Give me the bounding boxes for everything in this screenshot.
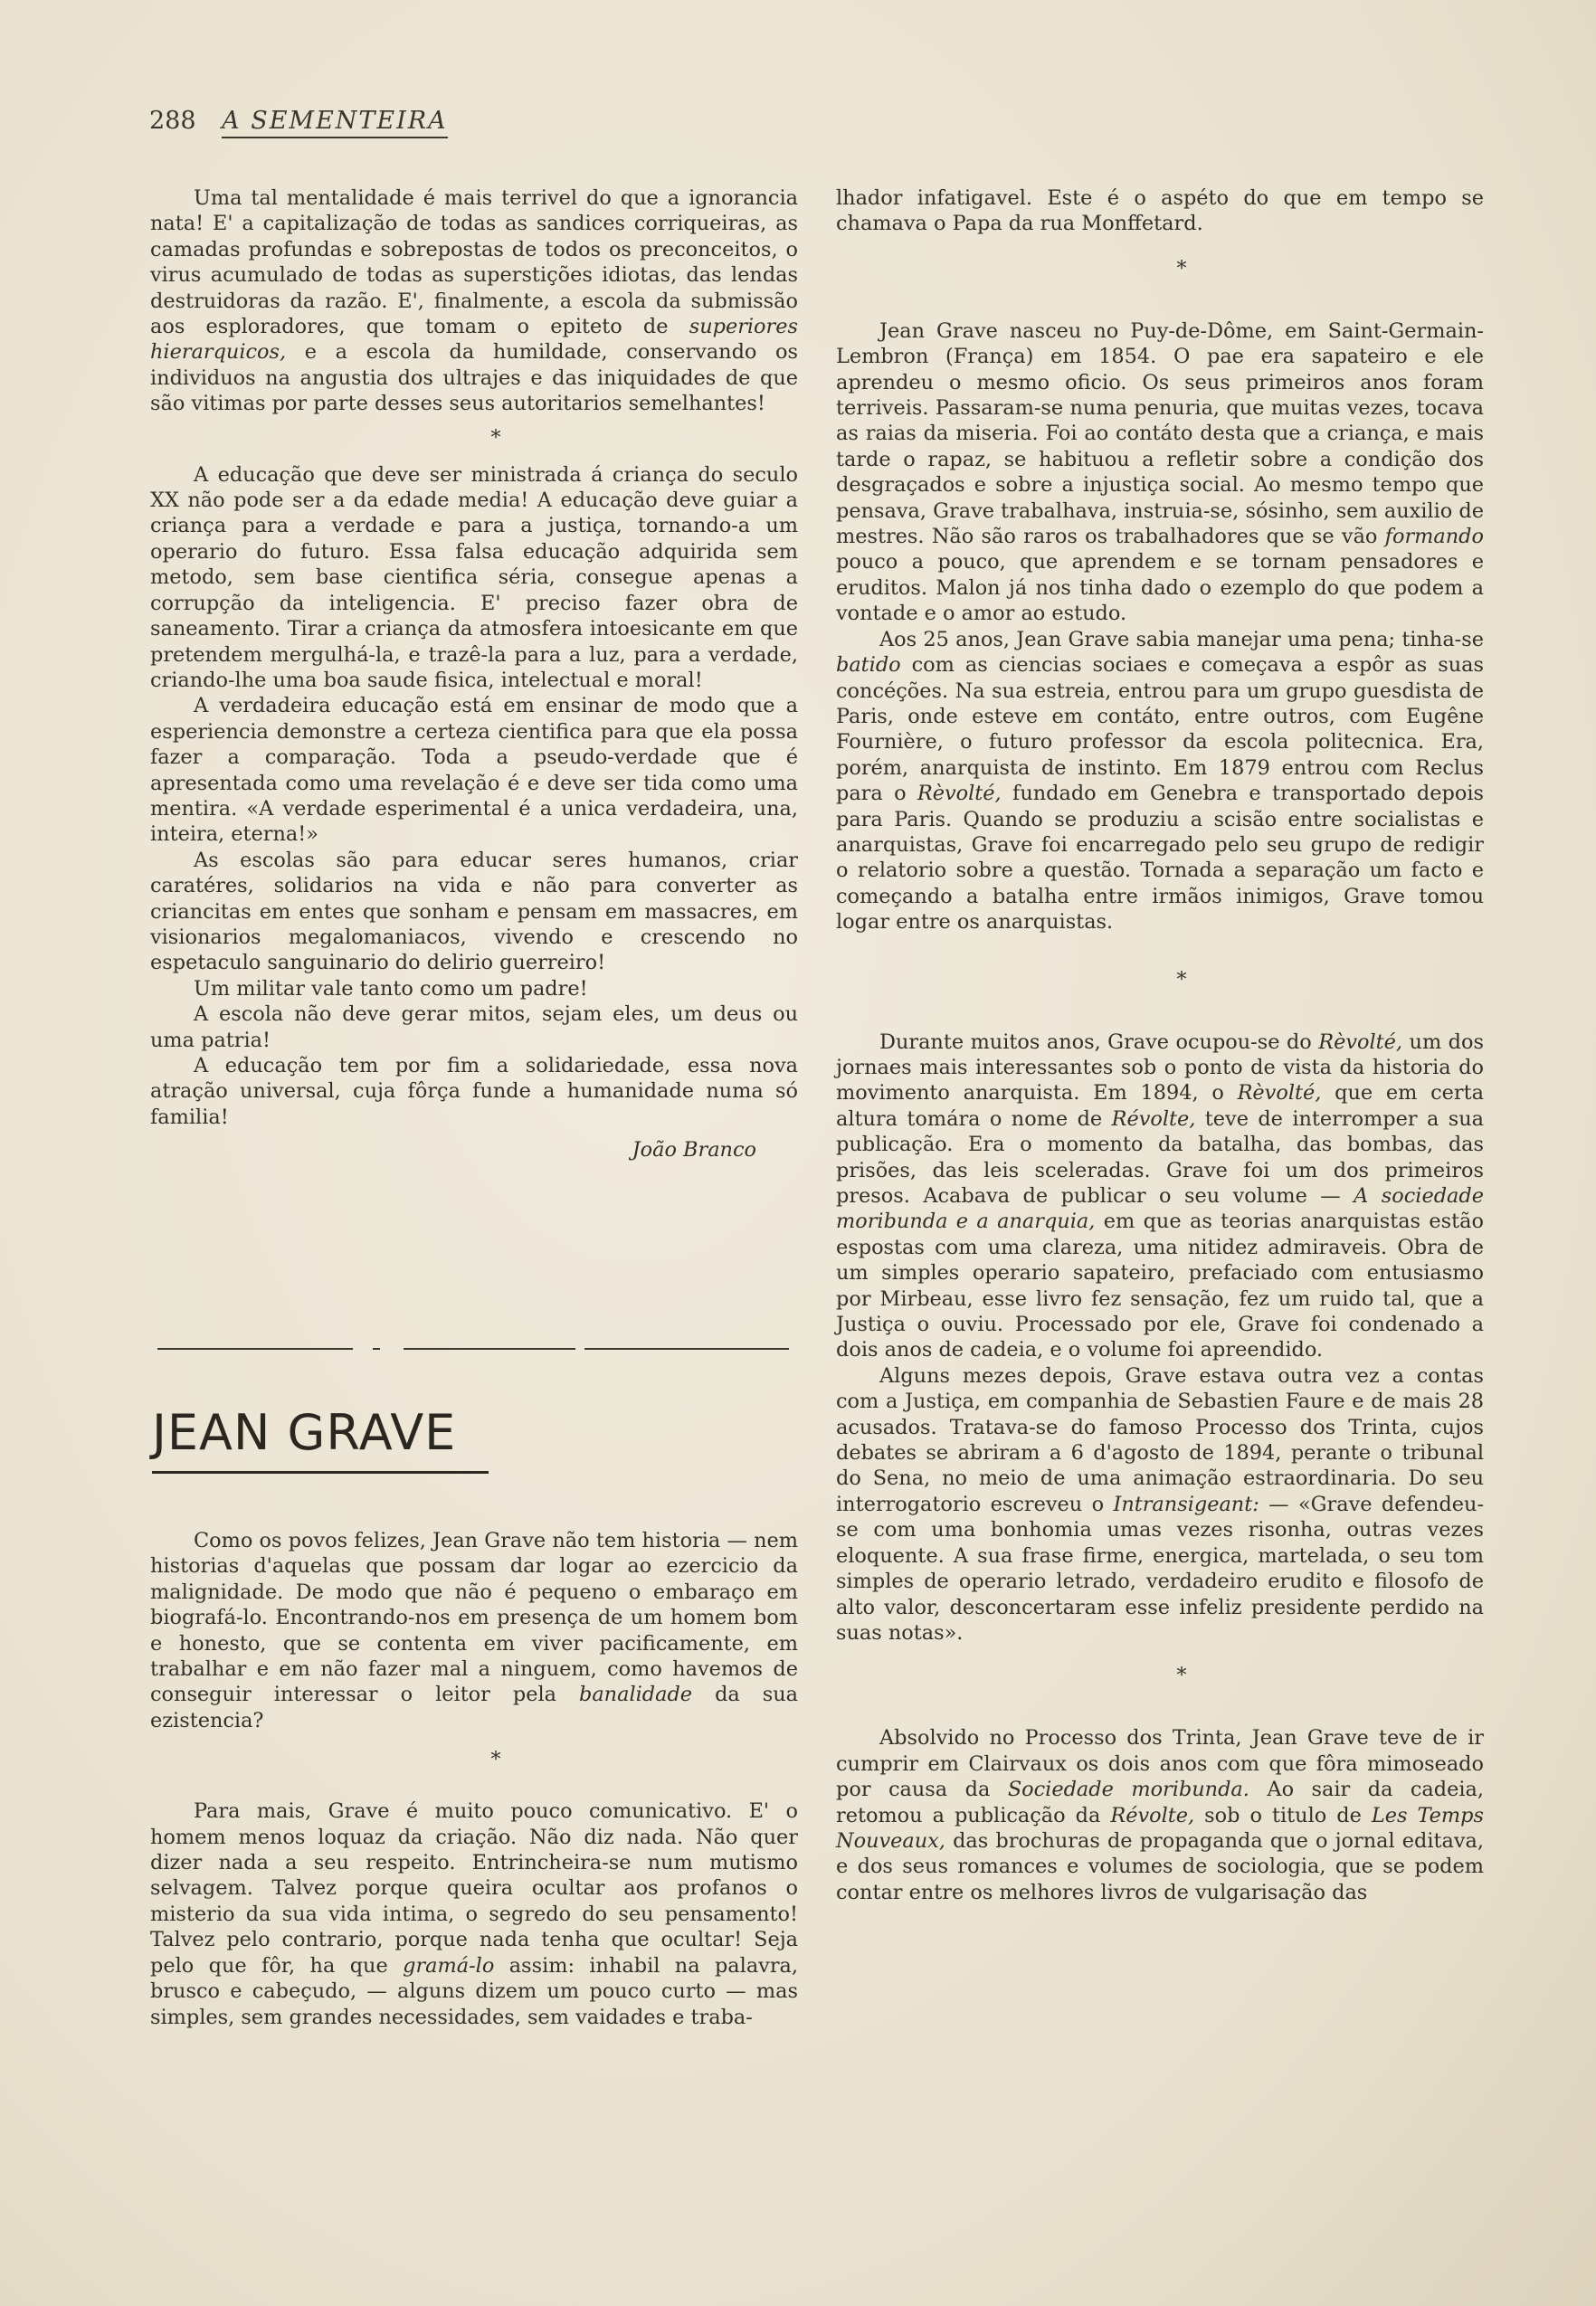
page-number: 288 [149,107,196,135]
title-underline [152,1471,489,1474]
paragraph: Uma tal mentalidade é mais terrivel do que a ignorancia nata! E' a capitalização de todas as sandices corriqueiras, as camadas profundas e sobrepostas de todos os preconceitos, o virus acumulado de todas as superstições idiotas, das lendas destruidoras da razão. E', finalmente, a escola da submissão aos esploradores, que tomam o epiteto de superiores hierarquicos, e a escola da humildade, conservando os individuos na angustia dos ultrajes e das iniquidades de que são vitimas por parte desses seus autoritarios semelhantes! [150,186,798,416]
separator-rule [373,1348,380,1350]
article-title: JEAN GRAVE [152,1404,457,1461]
paragraph: lhador infatigavel. Este é o aspéto do que em tempo se chamava o Papa da rua Monffetard. [836,186,1484,236]
section-separator: * [490,1749,501,1772]
paragraph: As escolas são para educar seres humanos, criar caratéres, solidarios na vida e não para converter as criancitas em entes que sonham e pensam em massacres, em visionarios megalomaniacos, vivendo e crescendo no espetaculo sanguinario do delirio guerreiro! [150,848,798,975]
paragraph: Como os povos felizes, Jean Grave não tem historia — nem historias d'aquelas que possam dar logar ao ezercicio da malignidade. De modo que não é pequeno o embaraço em biografá-lo. Encontrando-nos em presença de um homem bom e honesto, que se contenta em viver pacificamente, em trabalhar e em não fazer mal a ninguem, como havemos de conseguir interessar o leitor pela banalidade da sua ezistencia? [150,1529,799,1732]
section-separator: * [490,426,501,450]
author-signature: João Branco [632,1138,756,1162]
separator-rule [404,1348,575,1350]
paragraph: Alguns mezes depois, Grave estava outra vez a contas com a Justiça, em companhia de Sebastien Faure e de mais 28 acusados. Tratava-se do famoso Processo dos Trinta, cujos debates se abriram a 6 d'agosto de 1894, perante o tribunal do Sena, no meio de uma animação estraordinaria. Do seu interrogatorio escreveu o Intransigeant: — «Grave defendeu-se com uma bonhomia umas vezes risonha, outras vezes eloquente. A sua frase firme, energica, martelada, o seu tom simples de operario letrado, verdadeiro erudito e filosofo de alto valor, desconcertaram esse infeliz presidente perdido na suas notas». [836,1363,1485,1645]
paragraph: Para mais, Grave é muito pouco comunicativo. E' o homem menos loquaz da criação. Não diz nada. Não quer dizer nada a seu respeito. Entrincheira-se num mutismo selvagem. Talvez porque queira ocultar aos profanos o misterio da sua vida intima, o segredo do seu pensamento! Talvez pelo contrario, porque nada tenha que ocultar! Seja pelo que fôr, ha que gramá-lo assim: inhabil na palavra, brusco e cabeçudo, — alguns dizem um pouco curto — mas simples, sem grandes necessidades, sem vaidades e traba- [150,1799,798,2029]
paragraph: Jean Grave nasceu no Puy-de-Dôme, em Saint-Germain-Lembron (França) em 1854. O pae era sapateiro e ele aprendeu o mesmo oficio. Os seus primeiros anos foram terriveis. Passaram-se numa penuria, que muitas vezes, tocava as raias da miseria. Foi ao contáto desta que a criança, e mais tarde o rapaz, se habituou a refletir sobre a condição dos desgraçados e sobre a injustiça social. Ao mesmo tempo que pensava, Grave trabalhava, instruia-se, sósinho, sem auxilio de mestres. Não são raros os trabalhadores que se vão formando pouco a pouco, que aprendem e se tornam pensadores e eruditos. Malon já nos tinha dado o ezemplo do que podem a vontade e o amor ao estudo. [836,318,1484,626]
paragraph: A educação tem por fim a solidariedade, essa nova atração universal, cuja fôrça funde a humanidade numa só familia! [150,1054,798,1129]
paragraph: A escola não deve gerar mitos, sejam eles, um deus ou uma patria! [150,1002,798,1052]
paragraph: Aos 25 anos, Jean Grave sabia manejar uma pena; tinha-se batido com as ciencias sociaes e começava a espôr as suas concéções. Na sua estreia, entrou para um grupo guesdista de Paris, onde esteve em contáto, entre outros, com Eugêne Fournière, o futuro professor da escola politecnica. Era, porém, anarquista de instinto. Em 1879 entrou com Reclus para o Rèvolté, fundado em Genebra e transportado depois para Paris. Quando se produziu a scisão entre socialistas e anarquistas, Grave foi encarregado pelo seu grupo de redigir o relatorio sobre a questão. Tornada a separação um facto e começando a batalha entre irmãos inimigos, Grave tomou logar entre os anarquistas. [836,627,1484,935]
paragraph: A educação que deve ser ministrada á criança do seculo XX não pode ser a da edade media! A educação deve guiar a criança para a verdade e para a justiça, tornando-a um operario do futuro. Essa falsa educação adquirida sem metodo, sem base cientifica séria, consegue apenas a corrupção da inteligencia. E' preciso fazer obra de saneamento. Tirar a criança da atmosfera intoesicante em que pretendem mergulhá-la, e trazê-la para a luz, para a verdade, criando-lhe uma boa saude fisica, intelectual e moral! [150,462,798,692]
section-separator: * [1176,968,1187,992]
left-column-top [150,185,798,1163]
page-header [149,107,448,135]
left-column-bottom [150,1528,798,2030]
paragraph: Durante muitos anos, Grave ocupou-se do Rèvolté, um dos jornaes mais interessantes sob o ponto de vista da historia do movimento anarquista. Em 1894, o Rèvolté, que em certa altura tomára o nome de Révolte, teve de interromper a sua publicação. Era o momento da batalha, das bombas, das prisões, das leis sceleradas. Grave foi um dos primeiros presos. Acabava de publicar o seu volume — A sociedade moribunda e a anarquia, em que as teorias anarquistas estão espostas com uma clareza, uma nitidez admiraveis. Obra de um simples operario sapateiro, prefaciado com entusiasmo por Mirbeau, esse livro fez sensação, fez um ruido tal, que a Justiça o ouviu. Processado por ele, Grave foi condenado a dois anos de cadeia, e o volume foi apreendido. [836,1030,1485,1362]
separator-rule [584,1348,789,1350]
paragraph: A verdadeira educação está em ensinar de modo que a esperiencia demonstre a certeza cientifica para que ela possa fazer a comparação. Toda a pseudo-verdade que é apresentada como uma revelação é e deve ser tida como uma mentira. «A verdade esperimental é a unica verdadeira, una, inteira, eterna!» [150,694,798,847]
paragraph: Absolvido no Processo dos Trinta, Jean Grave teve de ir cumprir em Clairvaux os dois anos com que fôra mimoseado por causa da Sociedade moribunda. Ao sair da cadeia, retomou a publicação da Révolte, sob o titulo de Les Temps Nouveaux, das brochuras de propaganda que o jornal editava, e dos seus romances e volumes de sociologia, que se podem contar entre os melhores livros de vulgarisação das [836,1726,1484,1904]
section-separator: * [1176,257,1187,280]
publication-title: A SEMENTEIRA [222,107,447,138]
paragraph: Um militar vale tanto como um padre! [194,976,588,1001]
section-separator: * [1176,1665,1187,1688]
separator-rule [157,1348,353,1350]
right-column [836,185,1484,1905]
